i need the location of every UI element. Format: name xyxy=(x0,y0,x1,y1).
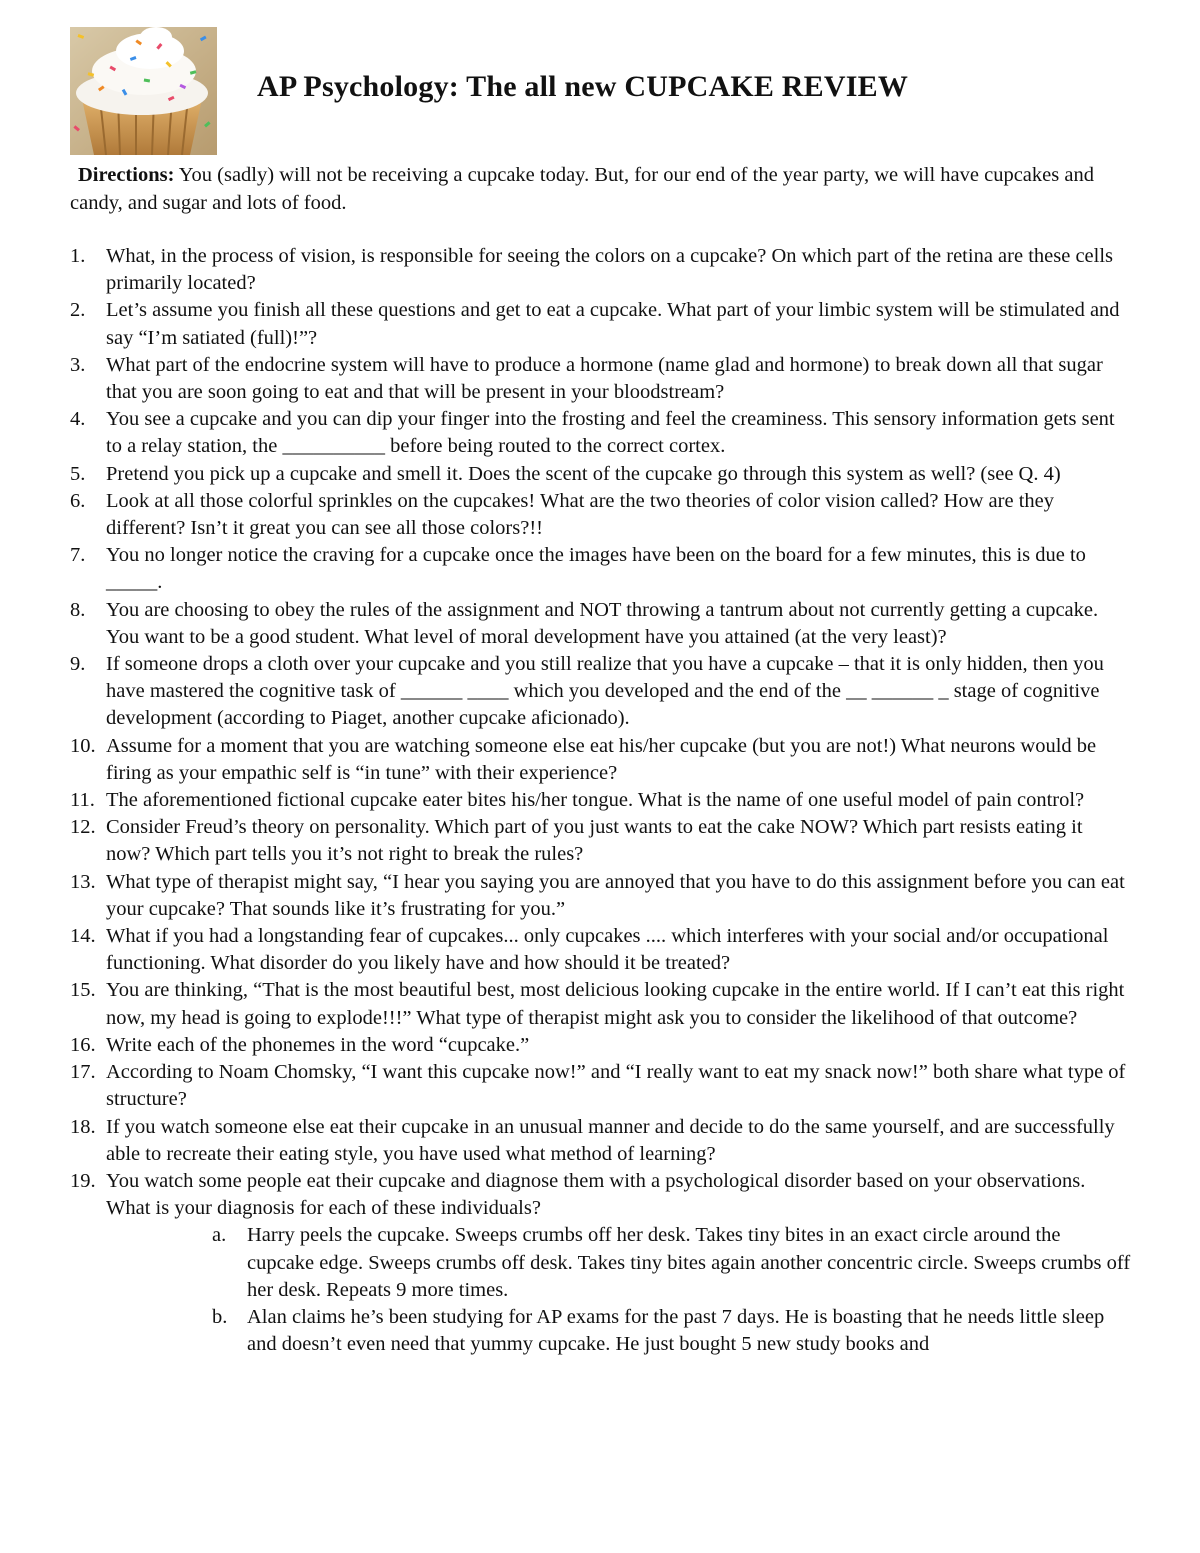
question-text: What if you had a longstanding fear of cupcakes... only cupcakes .... which interferes with your social and/or occupational functioning. What disorder do you likely have and how should it be treated? xyxy=(106,925,1109,975)
question-item xyxy=(70,869,1132,923)
question-text: You are choosing to obey the rules of the assignment and NOT throwing a tantrum about not currently getting a cupcake. You want to be a good student. What level of moral development have you attained (at the very least)? xyxy=(106,598,1099,648)
question-text: Consider Freud’s theory on personality. Which part of you just wants to eat the cake NOW? Which part resists eating it now? Which part tells you it’s not right to break the rules? xyxy=(106,816,1083,866)
question-number: 18. xyxy=(70,1115,96,1138)
subitem xyxy=(106,1304,1132,1358)
question-item xyxy=(70,597,1132,651)
question-item xyxy=(70,488,1132,542)
question-number: 19. xyxy=(70,1169,96,1192)
question-number: 1. xyxy=(70,245,86,267)
question-number: 3. xyxy=(70,353,86,376)
question-item xyxy=(70,542,1132,596)
subitem-list xyxy=(106,1222,1132,1358)
question-text: Assume for a moment that you are watching someone else eat his/her cupcake (but you are not!) What neurons would be firing as your empathic self is “in tune” with their experience? xyxy=(106,734,1097,784)
question-item xyxy=(70,461,1132,488)
question-number: 12. xyxy=(70,816,96,839)
question-text: You are thinking, “That is the most beautiful best, most delicious looking cupcake in the entire world. If I can’t eat this right now, my head is going to explode!!!” What type of therapist might ask you to consider the likelihood of that outcome? xyxy=(106,979,1125,1029)
question-text: You no longer notice the craving for a cupcake once the images have been on the board for a few minutes, this is due to _____. xyxy=(106,544,1086,594)
question-item xyxy=(70,1032,1132,1059)
question-item xyxy=(70,733,1132,787)
subitem-letter: b. xyxy=(212,1305,228,1328)
question-number: 13. xyxy=(70,870,96,893)
question-number: 2. xyxy=(70,299,86,322)
question-item xyxy=(70,352,1132,406)
question-text: Pretend you pick up a cupcake and smell it. Does the scent of the cupcake go through this system as well? (see Q. 4) xyxy=(106,462,1061,485)
question-item xyxy=(70,1114,1132,1168)
question-text: What part of the endocrine system will have to produce a hormone (name glad and hormone) to break down all that sugar that you are soon going to eat and that will be present in your bloodstream? xyxy=(106,353,1103,404)
subitem-letter: a. xyxy=(212,1224,227,1247)
question-number: 16. xyxy=(70,1033,96,1056)
question-item xyxy=(70,977,1132,1031)
directions xyxy=(70,162,1130,217)
question-item xyxy=(70,787,1132,814)
directions-text: You (sadly) will not be receiving a cupcake today. But, for our end of the year party, we will have cupcakes and candy, and sugar and lots of food. xyxy=(70,164,1094,214)
question-text: Write each of the phonemes in the word “cupcake.” xyxy=(106,1033,530,1056)
question-item xyxy=(70,1168,1132,1222)
question-number: 4. xyxy=(70,408,86,431)
question-text: If you watch someone else eat their cupcake in an unusual manner and decide to do the same yourself, and are successfully able to recreate their eating style, you have used what method of learning? xyxy=(106,1115,1115,1165)
question-number: 10. xyxy=(70,734,96,757)
question-text: Look at all those colorful sprinkles on the cupcakes! What are the two theories of color vision called? How are they different? Isn’t it great you can see all those colors?!! xyxy=(106,489,1055,540)
subitem-text: Harry peels the cupcake. Sweeps crumbs off her desk. Takes tiny bites in an exact circle around the cupcake edge. Sweeps crumbs off desk. Takes tiny bites again another concentric circle. Sweeps crumbs off her desk. Repeats 9 more times. xyxy=(247,1224,1131,1301)
question-number: 15. xyxy=(70,979,96,1002)
directions-label: Directions: xyxy=(78,164,175,186)
question-item xyxy=(70,651,1132,733)
subitem-text: Alan claims he’s been studying for AP exams for the past 7 days. He is boasting that he needs little sleep and doesn’t even need that yummy cupcake. He just bought 5 new study books and xyxy=(247,1305,1105,1356)
question-item xyxy=(70,923,1132,977)
page-title: AP Psychology: The all new CUPCAKE REVIEW xyxy=(257,70,909,103)
question-number: 5. xyxy=(70,462,86,485)
subitem xyxy=(106,1222,1132,1304)
question-list xyxy=(70,243,1132,1358)
question-number: 11. xyxy=(70,789,95,812)
question-item xyxy=(70,814,1132,868)
question-item xyxy=(70,406,1132,460)
question-text: You watch some people eat their cupcake and diagnose them with a psychological disorder based on your observations. What is your diagnosis for each of these individuals? xyxy=(106,1169,1086,1220)
question-text: If someone drops a cloth over your cupcake and you still realize that you have a cupcake – that it is only hidden, then you have mastered the cognitive task of ______ ____ which you developed and the end of the __ ______ _ stage of cognitive development (according to Piaget, another cupcake aficionado). xyxy=(106,653,1104,730)
question-text: Let’s assume you finish all these questions and get to eat a cupcake. What part of your limbic system will be stimulated and say “I’m satiated (full)!”? xyxy=(106,299,1120,349)
question-item xyxy=(70,243,1132,297)
cupcake-photo xyxy=(70,27,217,155)
question-text: The aforementioned fictional cupcake eater bites his/her tongue. What is the name of one useful model of pain control? xyxy=(106,789,1085,812)
question-number: 9. xyxy=(70,653,86,676)
subitem-container xyxy=(70,1222,1132,1358)
question-text: According to Noam Chomsky, “I want this cupcake now!” and “I really want to eat my snack now!” both share what type of structure? xyxy=(106,1061,1126,1111)
question-number: 6. xyxy=(70,489,86,512)
question-item xyxy=(70,297,1132,351)
question-number: 14. xyxy=(70,925,96,948)
question-text: You see a cupcake and you can dip your finger into the frosting and feel the creaminess. This sensory information gets sent to a relay station, the __________ before being routed to the correct cortex. xyxy=(106,408,1115,458)
question-item xyxy=(70,1059,1132,1113)
question-number: 7. xyxy=(70,544,86,567)
question-number: 17. xyxy=(70,1061,96,1084)
question-text: What, in the process of vision, is responsible for seeing the colors on a cupcake? On which part of the retina are these cells primarily located? xyxy=(106,245,1114,295)
question-text: What type of therapist might say, “I hear you saying you are annoyed that you have to do this assignment before you can eat your cupcake? That sounds like it’s frustrating for you.” xyxy=(106,870,1125,920)
question-number: 8. xyxy=(70,598,86,621)
